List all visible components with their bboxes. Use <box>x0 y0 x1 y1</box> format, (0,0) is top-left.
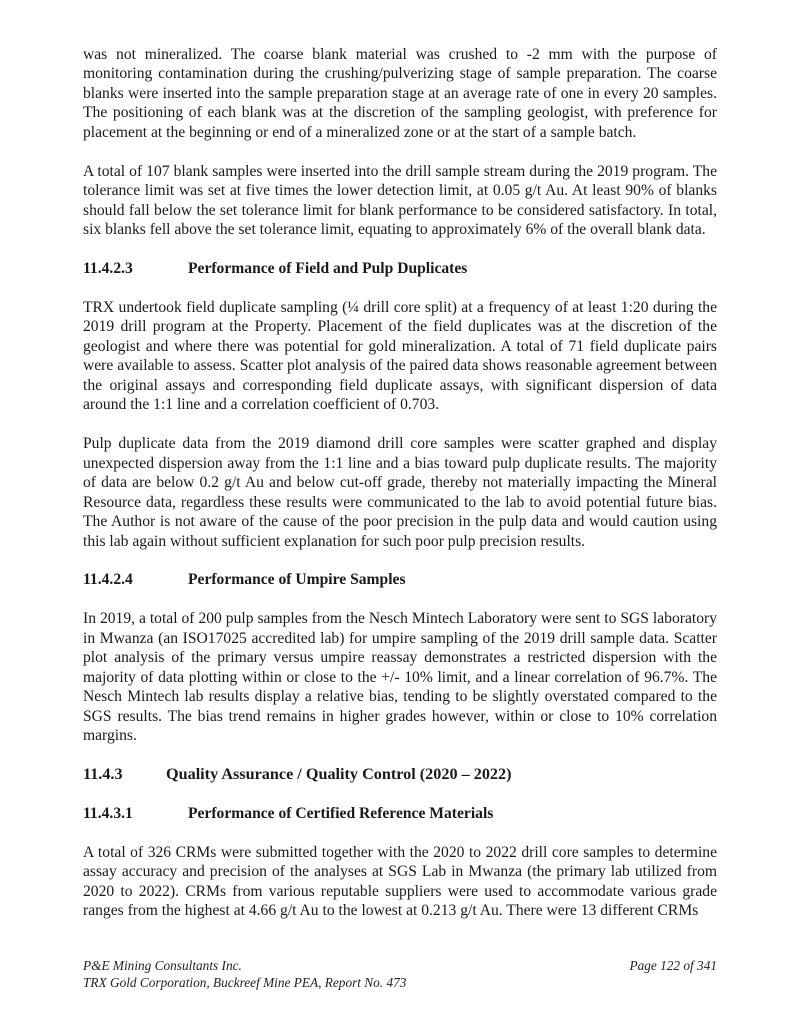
section-title: Performance of Umpire Samples <box>188 571 406 589</box>
paragraph-blank-material: was not mineralized. The coarse blank material was crushed to -2 mm with the purpose of monitoring contamination during the crushing/pulverizing stage of sample preparation. The coarse blanks were inserted into the sample preparation stage at an average rate of one in every 20 samples. The positioning of each blank was at the discretion of the sampling geologist, with preference for placement at the beginning or end of a mineralized zone or at the start of a sample batch. <box>83 46 717 141</box>
paragraph-crm-performance: A total of 326 CRMs were submitted together with the 2020 to 2022 drill core samples to determine assay accuracy and precision of the analyses at SGS Lab in Mwanza (the primary lab utilized from 2020 to 2022). CRMs from various reputable suppliers were used to accommodate various grade ranges from the highest at 4.66 g/t Au to the lowest at 0.213 g/t Au. There were 13 different CRMs <box>83 844 717 920</box>
section-number: 11.4.3 <box>83 765 123 784</box>
section-number: 11.4.2.3 <box>83 260 133 278</box>
document-page <box>83 45 717 921</box>
paragraph-blank-samples: A total of 107 blank samples were inserted into the drill sample stream during the 2019 program. The tolerance limit was set at five times the lower detection limit, at 0.05 g/t Au. At least 90% of blanks should fall below the set tolerance limit for blank performance to be considered satisfactory. In total, six blanks fell above the set tolerance limit, equating to approximately 6% of the overall blank data. <box>83 162 717 239</box>
paragraph-field-duplicates: TRX undertook field duplicate sampling (¼ drill core split) at a frequency of at least 1:20 during the 2019 drill program at the Property. Placement of the field duplicates was at the discretion of the geologist and where there was potential for gold mineralization. A total of 71 field duplicate pairs were available to assess. Scatter plot analysis of the paired data shows reasonable agreement between the original assays and corresponding field duplicate assays, with significant dispersion of data around the 1:1 line and a correlation coefficient of 0.703. <box>83 299 717 414</box>
paragraph-pulp-duplicates: Pulp duplicate data from the 2019 diamond drill core samples were scatter graphed and display unexpected dispersion away from the 1:1 line and a bias toward pulp duplicate results. The majority of data are below 0.2 g/t Au and below cut-off grade, thereby not materially impacting the Mineral Resource data, regardless these results were communicated to the lab to avoid potential future bias. The Author is not aware of the cause of the poor precision in the pulp data and would caution using this lab again without sufficient explanation for such poor pulp precision results. <box>83 435 717 550</box>
section-title: Quality Assurance / Quality Control (2020 – 2022) <box>166 765 512 784</box>
footer-company: P&E Mining Consultants Inc. <box>83 958 242 973</box>
heading-11-4-2-4 <box>83 570 717 589</box>
page-number: Page 122 of 341 <box>629 958 717 973</box>
paragraph-umpire-samples: In 2019, a total of 200 pulp samples from the Nesch Mintech Laboratory were sent to SGS laboratory in Mwanza (an ISO17025 accredited lab) for umpire sampling of the 2019 drill sample data. Scatter plot analysis of the primary versus umpire reassay demonstrates a restricted dispersion with the majority of data plotting within or close to the +/- 10% limit, and a linear correlation of 96.7%. The Nesch Mintech lab results display a relative bias, tending to be slightly overstated compared to the SGS results. The bias trend remains in higher grades however, within or close to 10% correlation margins. <box>83 610 717 745</box>
page-footer <box>83 957 717 991</box>
footer-report: TRX Gold Corporation, Buckreef Mine PEA, Report No. 473 <box>83 975 407 990</box>
section-title: Performance of Field and Pulp Duplicates <box>188 260 468 278</box>
section-title: Performance of Certified Reference Materials <box>188 805 494 823</box>
heading-11-4-2-3 <box>83 259 717 278</box>
heading-11-4-3-1 <box>83 804 717 823</box>
section-number: 11.4.2.4 <box>83 571 133 589</box>
heading-11-4-3 <box>83 765 717 784</box>
section-number: 11.4.3.1 <box>83 805 133 823</box>
